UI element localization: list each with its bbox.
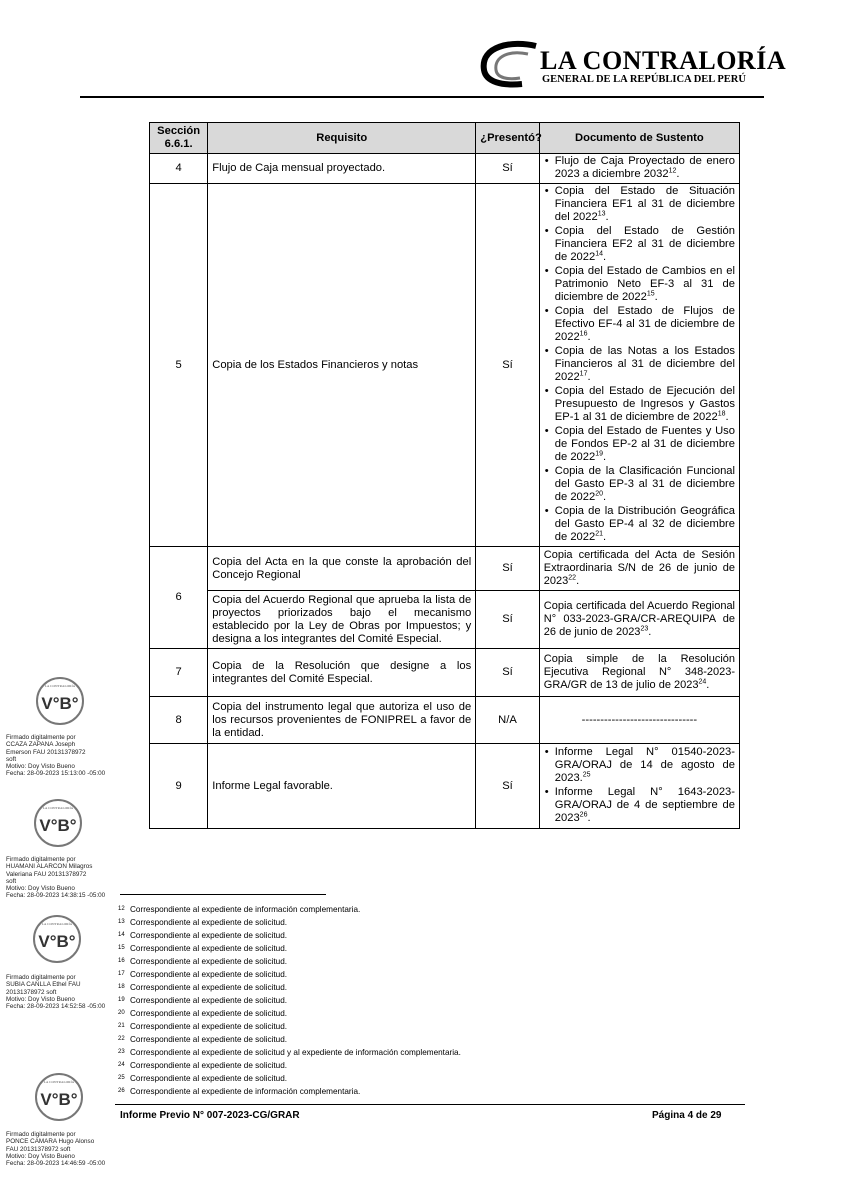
header-presented: ¿Presentó? — [476, 123, 540, 154]
footnotes — [118, 903, 461, 1098]
list-item: • Copia del Estado de Cambios en el Patrimonio Neto EF-3 al 31 de diciembre de 2022$^{15}$. — [555, 265, 735, 304]
footnote: 26 Correspondiente al expediente de información complementaria. — [118, 1087, 361, 1096]
visto-bueno-stamp-icon — [33, 798, 83, 848]
section-number: 6 — [150, 547, 208, 649]
presented-value: Sí — [476, 184, 540, 547]
footnote: 24 Correspondiente al expediente de solicitud. — [118, 1061, 288, 1070]
svg-text:V°B°: V°B° — [41, 694, 79, 713]
list-item: • Copia de la Clasificación Funcional del Gasto EP-3 al 31 de diciembre de 2022$^{20}$. — [555, 465, 735, 504]
footnote: 25 Correspondiente al expediente de solicitud. — [118, 1074, 288, 1083]
list-item: • Copia de las Notas a los Estados Financieros al 31 de diciembre del 2022$^{17}$. — [555, 345, 735, 384]
svg-text:LA CONTRALORÍA: LA CONTRALORÍA — [44, 684, 76, 688]
requirement-text: Flujo de Caja mensual proyectado. — [208, 154, 476, 184]
requirement-text: Copia del instrumento legal que autoriza el uso de los recursos provenientes de FONIPREL a favor de la entidad. — [208, 697, 476, 744]
list-item: • Flujo de Caja Proyectado de enero 2023 a diciembre 2032$^{12}$. — [555, 155, 735, 181]
footnote: 20 Correspondiente al expediente de solicitud. — [118, 1009, 288, 1018]
table-row — [150, 697, 740, 744]
signature-text: Firmado digitalmente por PONCE CAMARA Hugo Alonso FAU 20131378972 soft Motivo: Doy Visto Bueno Fecha: 28-09-2023 14:46:59 -05:00 — [6, 1131, 106, 1168]
presented-value: Sí — [476, 649, 540, 697]
footnote: 18 Correspondiente al expediente de solicitud. — [118, 983, 288, 992]
footnote: 22 Correspondiente al expediente de solicitud. — [118, 1035, 288, 1044]
requirement-text: Copia de los Estados Financieros y notas — [208, 184, 476, 547]
visto-bueno-stamp-icon — [34, 1072, 84, 1122]
support-document — [539, 184, 739, 547]
org-subtitle: GENERAL DE LA REPÚBLICA DEL PERÚ — [542, 74, 746, 85]
svg-text:LA CONTRALORÍA: LA CONTRALORÍA — [42, 806, 74, 810]
footnote: 19 Correspondiente al expediente de solicitud. — [118, 996, 288, 1005]
requirement-text: Copia de la Resolución que designe a los integrantes del Comité Especial. — [208, 649, 476, 697]
table-row — [150, 154, 740, 184]
list-item: • Informe Legal N° 01540-2023-GRA/ORAJ de 14 de agosto de 2023.25 — [555, 746, 735, 785]
footnote: 16 Correspondiente al expediente de solicitud. — [118, 957, 288, 966]
table-row — [150, 649, 740, 697]
requirement-text: Copia del Acuerdo Regional que aprueba la lista de proyectos priorizados bajo el mecanismo establecido por la Ley de Obras por Impuestos; y designa a los integrantes del Comité Especial. — [208, 591, 476, 649]
section-number: 9 — [150, 744, 208, 829]
header-document: Documento de Sustento — [539, 123, 739, 154]
requirement-text: Informe Legal favorable. — [208, 744, 476, 829]
support-document: Copia certificada del Acuerdo Regional N° 033-2023-GRA/CR-AREQUIPA de 26 de junio de 2023$^{23}$. — [539, 591, 739, 649]
svg-text:V°B°: V°B° — [40, 1090, 78, 1109]
list-item: • Copia del Estado de Gestión Financiera EF2 al 31 de diciembre de 2022$^{14}$. — [555, 225, 735, 264]
table-row — [150, 184, 740, 547]
section-number: 4 — [150, 154, 208, 184]
page-number: Página 4 de 29 — [652, 1110, 722, 1121]
support-document: Copia certificada del Acta de Sesión Extraordinaria S/N de 26 de junio de 2023$^{22}$. — [539, 547, 739, 591]
signature-text: Firmado digitalmente por CCAZA ZAPANA Joseph Emerson FAU 20131378972 soft Motivo: Doy Visto Bueno Fecha: 28-09-2023 15:13:00 -05:00 — [6, 734, 106, 778]
support-document: ------------------------------- — [539, 697, 739, 744]
footnote: 15 Correspondiente al expediente de solicitud. — [118, 944, 288, 953]
header-section: Sección 6.6.1. — [150, 123, 208, 154]
presented-value: Sí — [476, 591, 540, 649]
section-number: 5 — [150, 184, 208, 547]
list-item: • Copia del Estado de Ejecución del Presupuesto de Ingresos y Gastos EP-1 al 31 de diciembre de 2022$^{18}$. — [555, 385, 735, 424]
org-name: LA CONTRALORÍA — [540, 46, 787, 75]
presented-value: Sí — [476, 547, 540, 591]
list-item: • Copia del Estado de Flujos de Efectivo EF-4 al 31 de diciembre de 2022$^{16}$. — [555, 305, 735, 344]
list-item: • Copia de la Distribución Geográfica del Gasto EP-4 al 32 de diciembre de 2022$^{21}$. — [555, 505, 735, 544]
signature-text: Firmado digitalmente por SUBIA CANLLA Ethel FAU 20131378972 soft Motivo: Doy Visto Bueno Fecha: 28-09-2023 14:52:58 -05:00 — [6, 974, 106, 1011]
footnote: 12 Correspondiente al expediente de información complementaria. — [118, 905, 361, 914]
table-row — [150, 547, 740, 591]
footnote: 23 Correspondiente al expediente de solicitud y al expediente de información complementaria. — [118, 1048, 461, 1057]
contraloria-logo — [462, 40, 787, 90]
svg-text:LA CONTRALORÍA: LA CONTRALORÍA — [41, 922, 73, 926]
table-row — [150, 591, 740, 649]
footnote: 14 Correspondiente al expediente de solicitud. — [118, 931, 288, 940]
list-item: • Copia del Estado de Situación Financiera EF1 al 31 de diciembre del 2022$^{13}$. — [555, 185, 735, 224]
support-document — [539, 154, 739, 184]
footer-divider — [115, 1104, 745, 1105]
signature-text: Firmado digitalmente por HUAMANI ALARCON Milagros Valeriana FAU 20131378972 soft Motivo: Doy Visto Bueno Fecha: 28-09-2023 14:38:15 -05:00 — [6, 856, 106, 900]
presented-value: Sí — [476, 744, 540, 829]
presented-value: Sí — [476, 154, 540, 184]
footnote: 13 Correspondiente al expediente de solicitud. — [118, 918, 288, 927]
table-row — [150, 744, 740, 829]
header-requirement: Requisito — [208, 123, 476, 154]
list-item: • Copia del Estado de Fuentes y Uso de Fondos EP-2 al 31 de diciembre de 2022$^{19}$. — [555, 425, 735, 464]
svg-text:V°B°: V°B° — [39, 816, 77, 835]
svg-text:V°B°: V°B° — [38, 932, 76, 951]
support-document: Copia simple de la Resolución Ejecutiva Regional N° 348-2023-GRA/GR de 13 de julio de 2023$^{24}$. — [539, 649, 739, 697]
report-number: Informe Previo N° 007-2023-CG/GRAR — [120, 1110, 300, 1121]
header-divider — [80, 96, 764, 98]
visto-bueno-stamp-icon — [32, 914, 82, 964]
footnote-divider — [120, 894, 326, 895]
svg-text:LA CONTRALORÍA: LA CONTRALORÍA — [43, 1080, 75, 1084]
requirement-text: Copia del Acta en la que conste la aprobación del Concejo Regional — [208, 547, 476, 591]
support-document — [539, 744, 739, 829]
footnote: 17 Correspondiente al expediente de solicitud. — [118, 970, 288, 979]
presented-value: N/A — [476, 697, 540, 744]
requirements-table — [149, 122, 740, 829]
visto-bueno-stamp-icon — [35, 676, 85, 726]
footnote: 21 Correspondiente al expediente de solicitud. — [118, 1022, 288, 1031]
table-header-row — [150, 123, 740, 154]
section-number: 8 — [150, 697, 208, 744]
section-number: 7 — [150, 649, 208, 697]
logo-swoosh-icon — [462, 40, 542, 90]
list-item: • Informe Legal N° 1643-2023-GRA/ORAJ de 4 de septiembre de 2023$^{26}$. — [555, 786, 735, 825]
